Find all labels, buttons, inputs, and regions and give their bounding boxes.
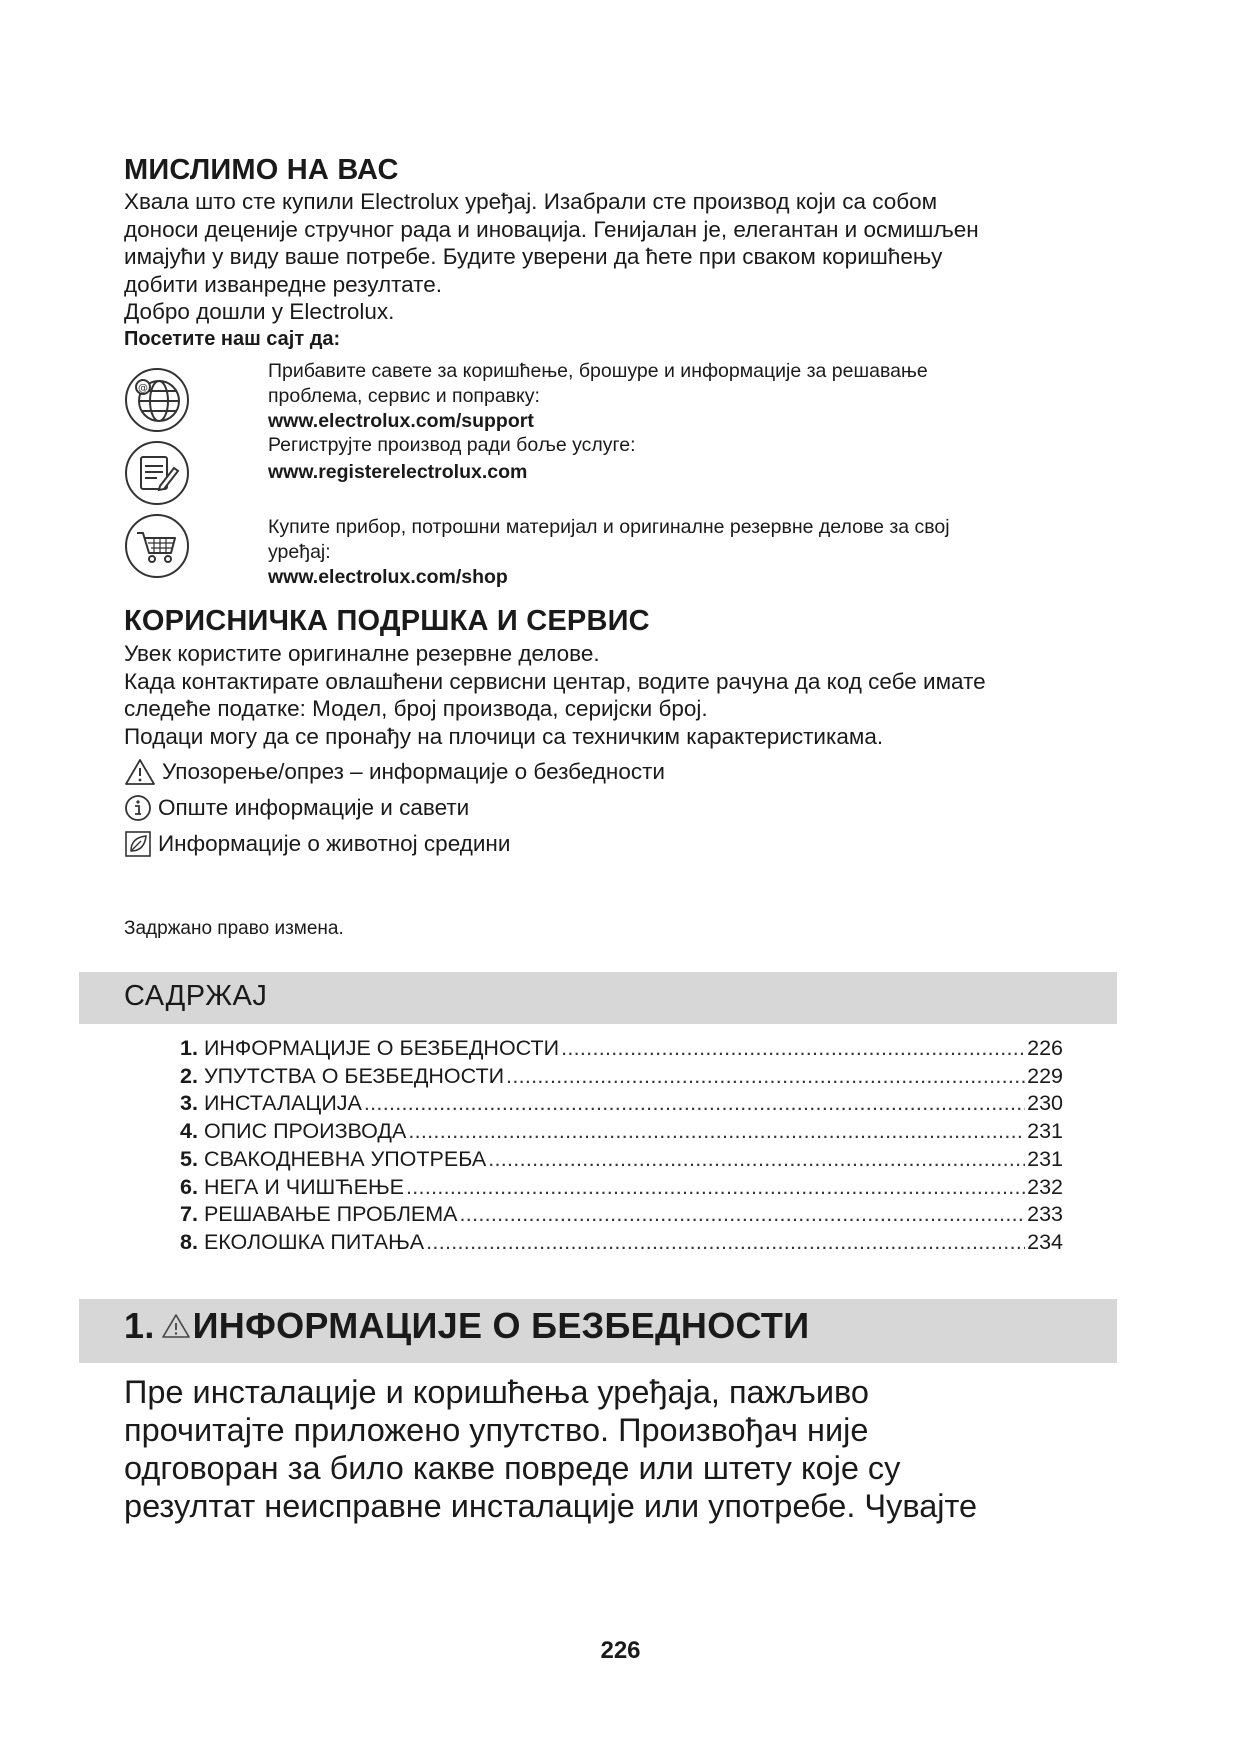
toc-item-label: СВАКОДНЕВНА УПОТРЕБА [203,1146,487,1171]
customer-care-line: Увек користите оригиналне резервне делове. [124,641,600,666]
warning-triangle-icon [124,758,156,786]
toc-leader-dots [408,1118,1025,1146]
safety-section-title: ИНФОРМАЦИЈЕ О БЕЗБЕДНОСТИ [192,1305,810,1346]
visit-item-shop [268,515,1098,590]
toc-item-label: УПУТСТВА О БЕЗБЕДНОСТИ [203,1063,505,1088]
toc-item[interactable] [180,1090,1063,1118]
toc-item-number: 6. [180,1174,198,1199]
register-link[interactable]: www.registerelectrolux.com [268,461,528,483]
visit-item-support [268,359,1098,434]
visit-item-text: проблема, сервис и поправку: [268,385,540,407]
toc-leader-dots [364,1090,1025,1118]
toc-leader-dots [460,1201,1026,1229]
toc-item[interactable] [180,1229,1063,1257]
toc-item-page: 230 [1027,1091,1063,1116]
customer-care-line: Подаци могу да се пронађу на плочици са техничким карактеристикама. [124,723,884,749]
safety-intro-line: одговоран за било какве повреде или штету које су [124,1450,901,1486]
page-number: 226 [600,1637,641,1664]
customer-care-line: Када контактирате овлашћени сервисни центар, водите рачуна да код себе имате [124,668,986,694]
safety-intro-line: резултат неисправне инсталације или употребе. Чувајте [124,1488,978,1524]
shop-link[interactable]: www.electrolux.com/shop [268,566,508,588]
safety-intro [124,1373,1124,1525]
toc-item[interactable] [180,1118,1063,1146]
toc-item-label: НЕГА И ЧИШЋЕЊЕ [203,1174,404,1199]
info-icon [124,794,152,822]
toc-leader-dots [488,1146,1025,1174]
toc-item-page: 229 [1027,1063,1063,1088]
toc-item-number: 2. [180,1063,198,1088]
toc-item[interactable] [180,1174,1063,1202]
toc-item-page: 231 [1027,1119,1063,1144]
toc-item-label: ЕКОЛОШКА ПИТАЊА [203,1229,425,1254]
toc-item[interactable] [180,1035,1063,1063]
toc-item-number: 4. [180,1119,198,1144]
globe-icon [124,367,190,433]
toc-item[interactable] [180,1063,1063,1091]
customer-care-text [124,640,1104,750]
toc-leader-dots [426,1229,1025,1257]
table-of-contents [180,1035,1063,1257]
safety-section-number: 1. [124,1305,155,1346]
toc-item-label: РЕШАВАЊЕ ПРОБЛЕМА [203,1202,458,1227]
toc-item-label: ИНФОРМАЦИЈЕ О БЕЗБЕДНОСТИ [203,1036,560,1060]
register-icon [124,440,190,506]
toc-item-page: 234 [1027,1229,1063,1254]
toc-item-number: 8. [180,1229,198,1254]
customer-care-line: следеће податке: Модел, број производа, серијски број. [124,696,708,721]
visit-item-text: Купите прибор, потрошни материјал и оригиналне резервне делове за свој [268,516,950,538]
toc-item-label: ИНСТАЛАЦИЈА [203,1091,362,1116]
intro-line: Хвала што сте купили Electrolux уређај. Изабрали сте производ који са собом [124,189,938,214]
legend-info [124,794,469,822]
legend-environment [124,830,510,858]
toc-item-number: 3. [180,1091,198,1116]
toc-item-page: 226 [1027,1036,1063,1060]
svg-text:@: @ [138,383,148,394]
toc-item-number: 1. [180,1036,198,1060]
intro-line: доноси деценије стручног рада и иновација. Генијалан је, елегантан и осмишљен [124,216,979,242]
thinking-of-you-heading: МИСЛИМО НА ВАС [124,154,399,186]
welcome-line: Добро дошли у Electrolux. [124,299,395,324]
visit-item-text: уређај: [268,541,331,563]
legend-info-text: Опште информације и савети [158,795,470,820]
toc-item-number: 7. [180,1202,198,1227]
toc-item-page: 231 [1027,1146,1063,1171]
reserved-notice: Задржано право измена. [124,918,344,939]
intro-line: имајући у виду ваше потребе. Будите уверени да ћете при сваком коришћењу [124,244,943,269]
warning-triangle-icon [161,1312,191,1340]
legend-environment-text: Информације о животној средини [158,831,511,856]
toc-item-page: 233 [1027,1202,1063,1227]
toc-item-number: 5. [180,1146,198,1171]
intro-line: добити изванредне резултате. [124,271,442,297]
support-link[interactable]: www.electrolux.com/support [268,410,534,432]
contents-title: САДРЖАЈ [124,980,268,1012]
shopping-cart-icon [124,513,190,579]
legend-warning-text: Упозорење/опрез – информације о безбедности [162,759,665,784]
toc-leader-dots [506,1063,1025,1091]
toc-item[interactable] [180,1201,1063,1229]
customer-care-heading: КОРИСНИЧКА ПОДРШКА И СЕРВИС [124,605,650,637]
toc-leader-dots [406,1174,1025,1202]
visit-item-text: Прибавите савете за коришћење, брошуре и информације за решавање [268,360,928,382]
safety-intro-line: Пре инсталације и коришћења уређаја, пажљиво [124,1374,869,1410]
leaf-icon [124,830,152,858]
visit-item-text: Региструјте производ ради боље услуге: [268,434,636,456]
toc-item[interactable] [180,1146,1063,1174]
intro-paragraph [124,188,1104,326]
toc-leader-dots [561,1035,1025,1063]
safety-intro-line: прочитајте приложено упутство. Произвођач није [124,1412,869,1448]
toc-item-label: ОПИС ПРОИЗВОДА [203,1119,407,1144]
visit-item-register [268,433,1098,485]
toc-item-page: 232 [1027,1174,1063,1199]
safety-section-heading [124,1305,809,1347]
visit-label: Посетите наш сајт да: [124,328,341,350]
legend-warning [124,758,665,786]
